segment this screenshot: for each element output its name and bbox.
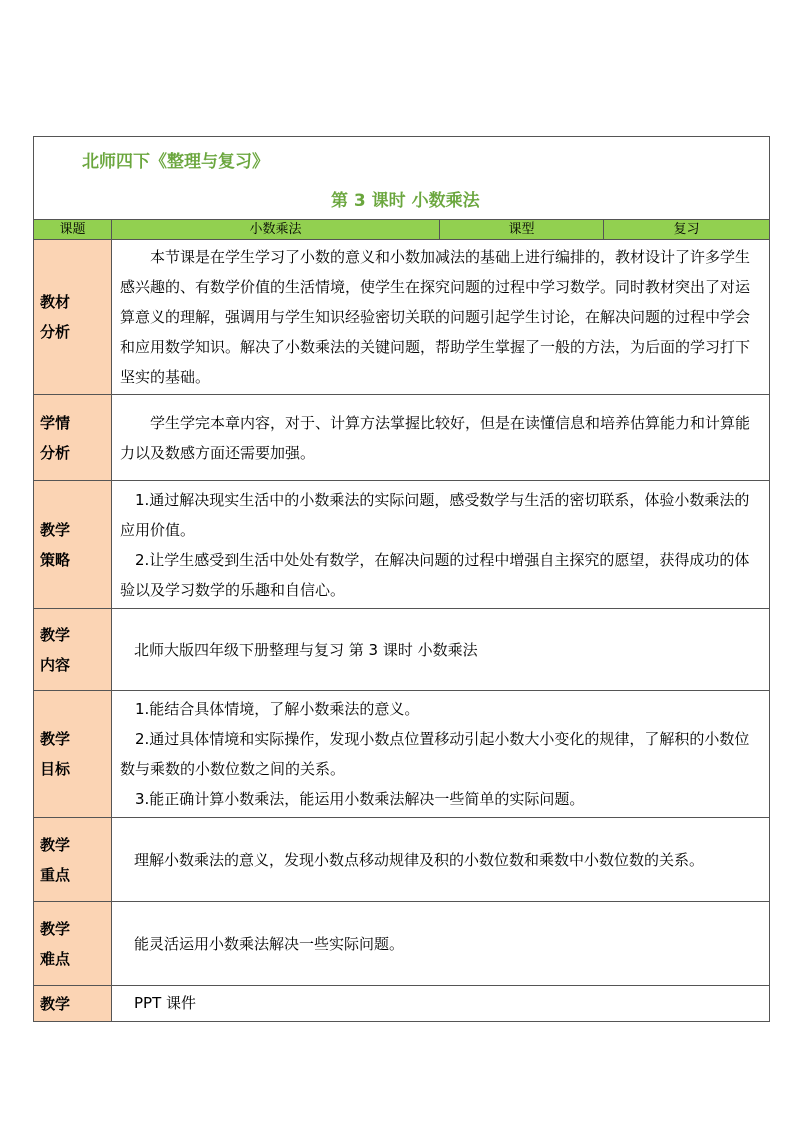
strategy-row	[34, 481, 770, 609]
type-value: 复习	[604, 220, 770, 240]
tools-label: 教学	[34, 986, 112, 1022]
student-analysis-row	[34, 395, 770, 481]
student-analysis-label: 学情 分析	[34, 395, 112, 481]
doc-title: 北师四下《整理与复习》	[82, 152, 269, 172]
goals-label: 教学 目标	[34, 691, 112, 818]
goals-row	[34, 691, 770, 818]
key-points-row	[34, 818, 770, 902]
goals-text	[112, 691, 770, 818]
student-analysis-text: 学生学完本章内容，对于、计算方法掌握比较好，但是在读懂信息和培养估算能力和计算能力以及数感方面还需要加强。	[112, 395, 770, 481]
type-label: 课型	[440, 220, 604, 240]
key-points-label: 教学 重点	[34, 818, 112, 902]
tools-text: PPT 课件	[112, 986, 770, 1022]
strategy-label: 教学 策略	[34, 481, 112, 609]
tools-row	[34, 986, 770, 1022]
strategy-item: 1.通过解决现实生活中的小数乘法的实际问题，感受数学与生活的密切联系，体验小数乘法的应用价值。	[120, 490, 750, 539]
goal-item: 1.能结合具体情境，了解小数乘法的意义。	[135, 700, 420, 718]
difficulties-label: 教学 难点	[34, 902, 112, 986]
title-cell	[34, 137, 770, 220]
textbook-analysis-row	[34, 240, 770, 395]
content-label: 教学 内容	[34, 609, 112, 691]
goal-item: 3.能正确计算小数乘法，能运用小数乘法解决一些简单的实际问题。	[135, 790, 585, 808]
topic-label: 课题	[34, 220, 112, 240]
strategy-text	[112, 481, 770, 609]
lesson-plan-table	[33, 136, 770, 1022]
textbook-analysis-label: 教材 分析	[34, 240, 112, 395]
goal-item: 2.通过具体情境和实际操作，发现小数点位置移动引起小数大小变化的规律，了解积的小数位数与乘数的小数位数之间的关系。	[120, 730, 750, 778]
textbook-analysis-text: 本节课是在学生学习了小数的意义和小数加减法的基础上进行编排的，教材设计了许多学生感兴趣的、有数学价值的生活情境，使学生在探究问题的过程中学习数学。同时教材突出了对运算意义的理解，强调用与学生知识经验密切关联的问题引起学生讨论，在解决问题的过程中学会和应用数学知识。解决了小数乘法的关键问题，帮助学生掌握了一般的方法，为后面的学习打下坚实的基础。	[112, 240, 770, 395]
info-row	[34, 220, 770, 240]
lesson-title: 第 3 课时 小数乘法	[331, 191, 480, 211]
content-row	[34, 609, 770, 691]
difficulties-text: 能灵活运用小数乘法解决一些实际问题。	[112, 902, 770, 986]
content-text: 北师大版四年级下册整理与复习 第 3 课时 小数乘法	[112, 609, 770, 691]
key-points-text: 理解小数乘法的意义，发现小数点移动规律及积的小数位数和乘数中小数位数的关系。	[112, 818, 770, 902]
strategy-item: 2.让学生感受到生活中处处有数学，在解决问题的过程中增强自主探究的愿望，获得成功的体验以及学习数学的乐趣和自信心。	[120, 550, 750, 599]
difficulties-row	[34, 902, 770, 986]
topic-value: 小数乘法	[112, 220, 440, 240]
